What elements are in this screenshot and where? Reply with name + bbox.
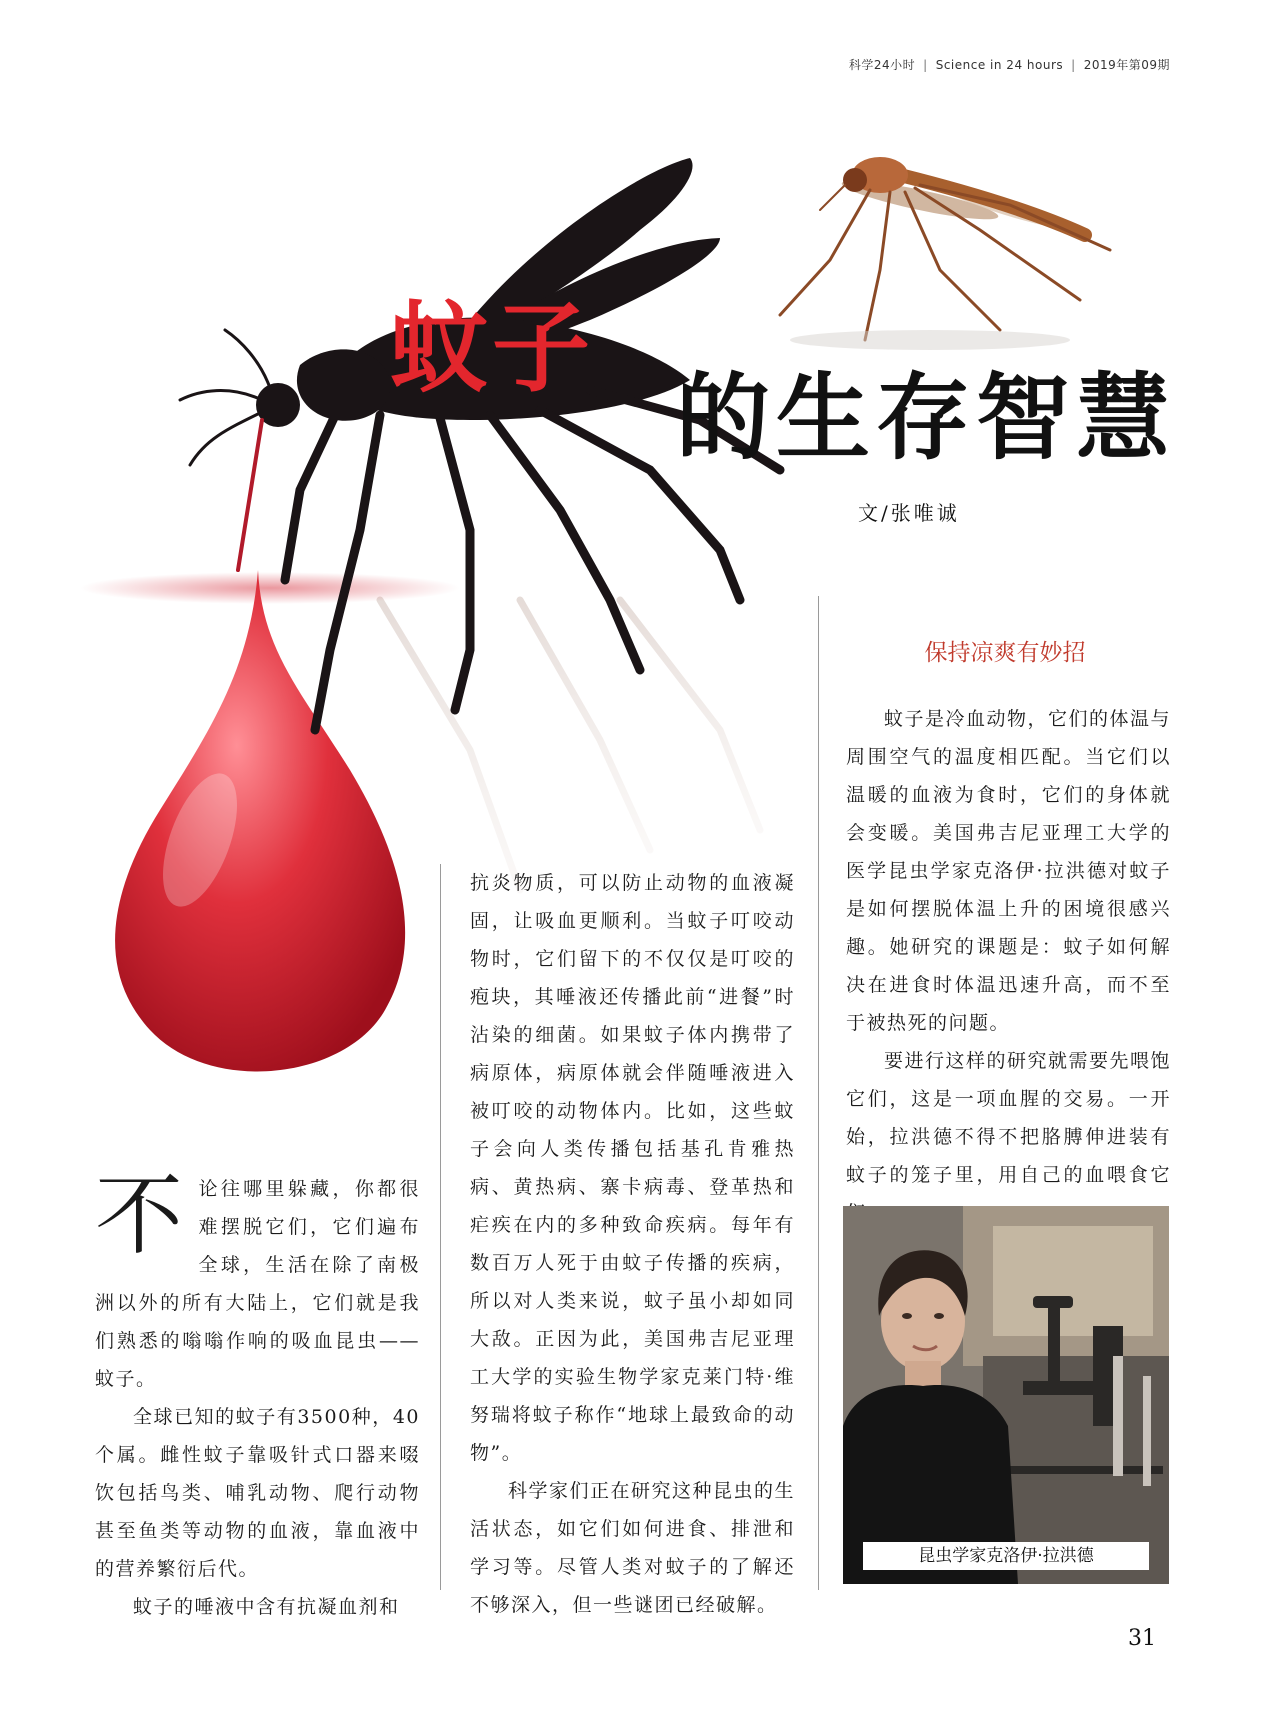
article-column-3 (846, 700, 1171, 1232)
paragraph: 全球已知的蚊子有3500种，40个属。雌性蚊子靠吸针式口器来啜饮包括鸟类、哺乳动物、爬行动物甚至鱼类等动物的血液，靠血液中的营养繁衍后代。 (95, 1406, 420, 1580)
page-number: 31 (1128, 1626, 1156, 1651)
issue-label: 2019年第09期 (1083, 58, 1170, 72)
running-header: 科学24小时 | Science in 24 hours | 2019年第09期 (848, 58, 1170, 72)
photo-caption: 昆虫学家克洛伊·拉洪德 (863, 1542, 1149, 1570)
mosquito-reflection (380, 600, 760, 890)
lab-photo-illustration (843, 1206, 1169, 1584)
blood-drop-icon (115, 570, 405, 1071)
paragraph: 抗炎物质，可以防止动物的血液凝固，让吸血更顺利。当蚊子叮咬动物时，它们留下的不仅仅是叮咬的疱块，其唾液还传播此前“进餐”时沾染的细菌。如果蚊子体内携带了病原体，病原体就会伴随唾液进入被叮咬的动物体内。比如，这些蚊子会向人类传播包括基孔肯雅热病、黄热病、寨卡病毒、登革热和疟疾在内的多种致命疾病。每年有数百万人死于由蚊子传播的疾病，所以对人类来说，蚊子虽小却如同大敌。正因为此，美国弗吉尼亚理工大学的实验生物学家克莱门特·维努瑞将蚊子称作“地球上最致命的动物”。 (470, 872, 795, 1464)
brown-mosquito-icon (780, 157, 1110, 340)
byline: 文/张唯诚 (858, 501, 960, 525)
paragraph: 要进行这样的研究就需要先喂饱它们，这是一项血腥的交易。一开始，拉洪德不得不把胳膊伸进装有蚊子的笼子里，用自己的血喂食它 (846, 1050, 1172, 1186)
paragraph: 不论往哪里躲藏，你都很难摆脱它们，它们遍布全球，生活在除了南极洲以外的所有大陆上，它们就是我们熟悉的嗡嗡作响的吸血昆虫——蚊子。 (95, 1164, 420, 1390)
article-column-2 (470, 864, 795, 1624)
paragraph: 蚊子的唾液中含有抗凝血剂和 (133, 1596, 400, 1618)
paragraph: 科学家们正在研究这种昆虫的生活状态，如它们如何进食、排泄和学习等。尽管人类对蚊子的了解还不够深入，但一些谜团已经破解。 (470, 1480, 796, 1616)
paragraph: 蚊子是冷血动物，它们的体温与周围空气的温度相匹配。当它们以温暖的血液为食时，它们的身体就会变暖。美国弗吉尼亚理工大学的医学昆虫学家克洛伊·拉洪德对蚊子是如何摆脱体温上升的困境很感兴趣。她研究的课题是：蚊子如何解决在进食时体温迅速升高，而不至于被热死的问题。 (846, 708, 1172, 1034)
article-column-1 (95, 1164, 420, 1626)
drop-cap: 不 (95, 1164, 185, 1267)
column-divider-2 (818, 596, 819, 1590)
section-heading: 保持凉爽有妙招 (924, 640, 1086, 666)
column-divider-1 (440, 864, 441, 1590)
magazine-name: 科学24小时 (848, 58, 916, 72)
title-highlight: 蚊子 (390, 292, 595, 406)
blood-glow (80, 572, 460, 604)
magazine-english-name: Science in 24 hours (935, 58, 1064, 72)
title-rest: 的生存智慧 (676, 364, 1177, 473)
scientist-photo (843, 1206, 1169, 1584)
